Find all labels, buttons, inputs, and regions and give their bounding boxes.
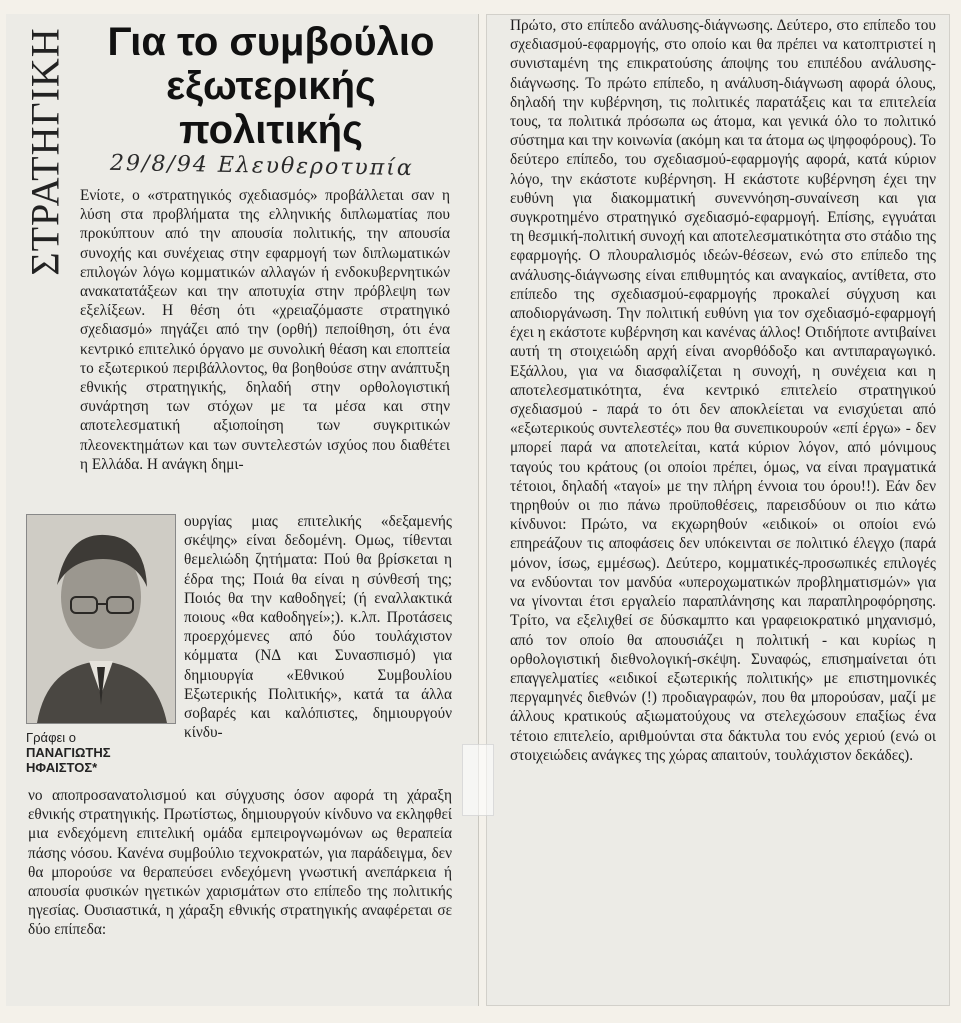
author-portrait-image [27,515,175,723]
section-kicker-text: ΣΤΡΑΤΗΓΙΚΗ [22,26,68,276]
section-kicker [14,16,76,286]
article-body-left-upper: Ενίοτε, ο «στρατηγικός σχεδιασμός» προβάλλεται σαν η λύση στα προβλήματα της ελληνικής διπλωματίας που προκύπτουν από την απουσία πολιτικής, την απουσία συνοχής και συνέχειας στην εφαρμογή των διπλωματικών επιλογών λόγω κομματικών αλλαγών ή ενδοκυβερνητικών ανακατατάξεων και την αποτυχία στην πρόβλεψη των εξελίξεων. Η θέση ότι «χρειαζόμαστε στρατηγικό σχεδιασμό» πηγάζει από την (ορθή) πεποίθηση, ότι ένα κεντρικό επιτελικό όργανο με συνολική θέαση και εποπτεία το εξωτερικού περιβάλλοντος, θα βοηθούσε στην ανάπτυξη εθνικής στρατηγικής, δηλαδή στην ορθολογιστική συνάρτηση των στόχων με τα μέσα και στην αποτελεσματική αξιοποίηση των συγκριτικών πλεονεκτημάτων και των συντελεστών ισχύος που διαθέτει η Ελλάδα. Η ανάγκη δημι- [80,187,450,473]
tape-strip [462,744,494,816]
author-photo [26,514,176,724]
article-body-left-wrap: ουργίας μιας επιτελικής «δεξαμενής σκέψης» είναι δεδομένη. Ομως, τίθενται θεμελιώδη ζητήματα: Πού θα βρίσκεται η έδρα της; Ποιά θα είναι η σύνθεσή της; Ποιός θα την καθοδηγεί; (ή εναλλακτικά ποιους «θα καθοδηγεί»;). κ.λπ. Προτάσεις προερχόμενες από δύο τουλάχιστον κόμματα (ΝΔ και Συνασπισμό) για δημιουργία «Εθνικού Συμβουλίου Εξωτερικής Πολιτικής», κατά τα άλλα σοβαρές και καλόπιστες, δημιουργούν κίνδυ- [184,513,452,742]
byline-prefix: Γράφει ο [26,730,77,745]
byline-author-name: ΠΑΝΑΓΙΩΤΗΣ ΗΦΑΙΣΤΟΣ* [26,745,111,775]
article-body-left-lower: νο αποπροσανατολισμού και σύγχυσης όσον αφορά τη χάραξη εθνικής στρατηγικής. Πρωτίστως, δημιουργούν κίνδυνο να εκληφθεί μια ενδεχόμενη επιτελική ομάδα εμπειρογνωμόνων ως θεραπεία πάσης νόσου. Κανένα συμβούλιο τεχνοκρατών, για παράδειγμα, δεν θα μπορούσε να θεραπεύσει ενδεχόμενη γνωστική ανεπάρκεια ή απουσία φυσικών ηγετικών χαρισμάτων στο επίπεδο της πολιτικής ηγεσίας. Ουσιαστικά, η χάραξη εθνικής στρατηγικής αναφέρεται σε δύο επίπεδα: [28,787,452,939]
author-byline [26,730,176,775]
article-headline: Για το συμβούλιο εξωτερικής πολιτικής [107,20,435,152]
handwritten-date-note: 29/8/94 Ελευθεροτυπία [109,150,414,182]
article-body-right-column: Πρώτο, στο επίπεδο ανάλυσης-διάγνωσης. Δεύτερο, στο επίπεδο του σχεδιασμού-εφαρμογής, στο οποίο και θα πρέπει να κατοπτριστεί η συνισταμένη της επικρατούσης άποψης του επιπέδου ανάλυσης-διάγνωσης. Το πρώτο επίπεδο, η ανάλυση-διάγνωση αφορά όλους, δηλαδή την κυβέρνηση, τις πολιτικές παρατάξεις και τα επιτελεία τους, τα πολιτικά πρόσωπα ως άτομα, και γενικά όλο το πολιτικό σύστημα και την κοινωνία (ακόμη και τα άτομα ως ψηφοφόρους). Το δεύτερο επίπεδο, του σχεδιασμού-εφαρμογής αφορά, κατά κύριον λόγο, την εκάστοτε κυβέρνηση. Η εκάστοτε κυβέρνηση έχει την ευθύνη για διακομματική συνεννόηση-συναίνεση και για συγκροτημένο στρατηγικό σχεδιασμό-εφαρμογή. Επίσης, εγγυάται τη θεσμική-πολιτική συνοχή και αποτελεσματικότητα στο στάδιο της εφαρμογής. Ο πλουραλισμός ιδεών-θέσεων, ενώ στο επίπεδο της ανάλυσης-διάγνωσης είναι επιθυμητός και αναγκαίος, αντίθετα, στο επίπεδο της σχεδιασμού-εφαρμογής προκαλεί σύγχυση και αποδιοργάνωση. Την πολιτική ευθύνη για τον σχεδιασμό-εφαρμογή έχει η εκάστοτε κυβέρνηση και κανένας άλλος! Οτιδήποτε αντιβαίνει αυτή τη στοιχειώδη αρχή είναι ανορθόδοξο και αντιπαραγωγικό. Εξάλλου, για να διασφαλίζεται η συνοχή, η συνέχεια και η αποτελεσματικότητα, ένα κεντρικό επιτελείο στρατηγικού σχεδιασμού - παρά το ότι δεν αποκλείεται να ενισχύεται από «εξωτερικούς συντελεστές» που θα συνεπικουρούν «επί έργω» - δεν μπορεί παρά να αποτελείται, κατά κύριον λόγον, από μόνιμους ταγούς του κράτους (οι οποίοι πρέπει, όμως, να είναι πραγματικά τέτοιοι, δηλαδή «ταγοί» με την πλήρη έννοια του όρου!!). Εάν δεν τηρηθούν οι πιο πάνω προϋποθέσεις, παρεισδύουν οι πιο κάτω κίνδυνοι: Πρώτο, να εκχωρηθούν «ειδικοί» οι οποίοι ενώ επηρεάζουν τις αποφάσεις δεν υπόκεινται σε πολιτικό έλεγχο (παρά μόνον, ίσως, εμμέσως). Δεύτερο, κομματικές-προσωπικές επιλογές να ενδύονται τον μανδύα «υπεροχωματικών προβληματισμών» για να γίνονται έτσι εργαλείο παραπλάνησης και παραπληροφόρησης. Τρίτο, να εξελιχθεί σε δύσκαμπτο και γραφειοκρατικό μηχανισμό, από τον οποίο θα απουσιάζει η πολιτική - και κυρίως η ορθολογιστική διεθνολογική-σκέψη. Συναφώς, επισημαίνεται ότι επαγγελματίες «ειδικοί εξωτερικής πολιτικής» με επιστημονικές περγαμηνές διεθνών (!) προδιαγραφών, που θα μπορούσαν, μαζί με άλλους κρατικούς αξιωματούχους να στελεχώσουν επαξίως ένα τέτοιο επιτελείο, αριθμούνται στα δάκτυλα του ενός χεριού (ενώ οι στοιχειώδεις ανάγκες της χώρας απαιτούν, τουλάχιστον δεκάδες). [510,17,936,764]
